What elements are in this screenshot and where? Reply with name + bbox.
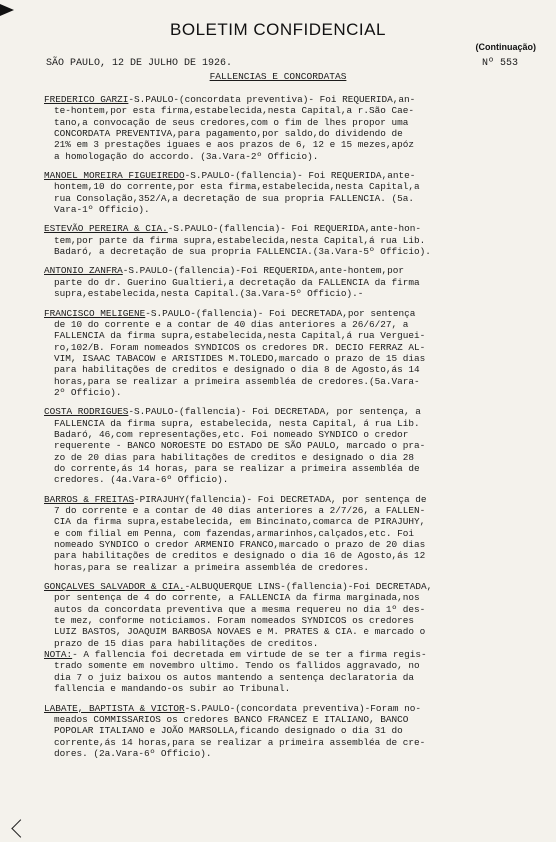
entry-line (44, 246, 536, 257)
note-text: - A fallencia foi decretada em virtude de se ter a firma regis- (72, 649, 427, 661)
entry-text: credores. (4a.Vara-6º Officio). (54, 474, 229, 486)
margin-arrow-mark (0, 4, 14, 16)
entry-text: por sentença de 4 do corrente, a FALLENCIA da firma marginada,nos (54, 592, 420, 604)
list-item (44, 494, 536, 573)
note-line (44, 683, 536, 694)
list-item (44, 581, 536, 694)
note-line (44, 660, 536, 671)
list-item (44, 703, 536, 760)
entry-name: MANOEL MOREIRA FIGUEIREDO (44, 170, 185, 182)
entry-line (44, 418, 536, 429)
entry-text: rua Consolação,352/A,a decretação de sua propria FALLENCIA. (5a. (54, 192, 415, 204)
section-heading: FALLENCIAS E CONCORDATAS (209, 71, 347, 82)
entry-line (44, 516, 536, 527)
entry-text: corrente,ás 14 horas,para se realizar a primeira assembléa de cre- (54, 736, 426, 748)
note-label: NOTA: (44, 649, 73, 661)
entry-line (44, 714, 536, 725)
entry-line (44, 406, 536, 417)
entry-line (44, 330, 536, 341)
bulletin-number: Nº 553 (481, 58, 518, 69)
entry-text: te-hontem,por esta firma,estabelecida,nesta Capital,a r.São Cae- (54, 105, 415, 117)
entry-line (44, 235, 536, 246)
entry-text: LUIZ BASTOS, JOAQUIM BARBOSA NOVAES e M. PRATES & CIA. e marcado o (54, 626, 426, 638)
list-item (44, 265, 536, 299)
entry-text: POPOLAR ITALIANO e JOÃO MARSOLLA,ficando designado o dia 31 do (54, 725, 403, 737)
entry-text: do corrente,ás 14 horas, para se realizar a primeira assembléa de (54, 462, 420, 474)
entry-line (44, 288, 536, 299)
entry-text: 21% em 3 prestações iguaes e aos prazos de 6, 12 e 15 mezes,apóz (54, 139, 415, 151)
entry-text: zo de 20 dias para habilitações de creditos e designado o dia 28 (54, 451, 415, 463)
entry-line (44, 703, 536, 714)
entry-name: GONÇALVES SALVADOR & CIA. (44, 581, 185, 593)
entry-line (44, 94, 536, 105)
entry-line (44, 429, 536, 440)
entry-text: a homologação do accordo. (3a.Vara-2º Officio). (54, 150, 319, 162)
entry-text: FALLENCIA da firma supra, estabelecida, nesta Capital, á rua Lib. (54, 417, 420, 429)
entry-name: ANTONIO ZANFRA (44, 265, 123, 277)
entry-text: 2º Officio). (54, 386, 122, 398)
entry-text: nomeado SYNDICO o credor ARMENIO FRANCO,marcado o prazo de 20 dias (54, 539, 426, 551)
entry-line (44, 626, 536, 637)
entries-list (44, 94, 536, 767)
entry-text: autos da concordata preventiva que a mesma requereu no dia 1º des- (54, 603, 426, 615)
entry-line (44, 440, 536, 451)
entry-line (44, 562, 536, 573)
entry-text: -S.PAULO-(fallencia)- Foi REQUERIDA,ante- (184, 170, 416, 182)
entry-line (44, 604, 536, 615)
entry-line (44, 105, 536, 116)
entry-text: VIM, ISAAC TABACOW e ARISTIDES M.TOLEDO,marcado o prazo de 15 dias (54, 352, 426, 364)
entry-line (44, 128, 536, 139)
note-text: dia 7 o juiz baixou os autos mantendo a sentença declaratoria da (54, 671, 415, 683)
entry-line (44, 539, 536, 550)
entry-text: horas,para se realizar a primeira assembléa de credores.(5a.Vara- (54, 375, 420, 387)
corner-mark (11, 819, 29, 837)
entry-text: para habilitações de creditos e designado o dia 16 de Agosto,ás 12 (54, 550, 426, 562)
entry-text: CIA da firma supra,estabelecida, em Bincinato,comarca de PIRAJUHY, (54, 516, 426, 528)
entry-text: FALLENCIA da firma supra,estabelecida,nesta Capital,á rua Verguei- (54, 330, 426, 342)
entry-line (44, 737, 536, 748)
entry-text: -PIRAJUHY(fallencia)- Foi DECRETADA, por sentença de (134, 493, 427, 505)
entry-line (44, 474, 536, 485)
entry-name: ESTEVÃO PEREIRA & CIA. (44, 223, 168, 235)
entry-line (44, 592, 536, 603)
entry-text: tano,a convocação de seus credores,com o fim de lhes propor uma (54, 116, 409, 128)
entry-text: de 10 do corrente e a contar de 40 dias anteriores a 26/6/27, a (54, 318, 409, 330)
list-item (44, 223, 536, 257)
entry-line (44, 376, 536, 387)
entry-name: FREDERICO GARZI (44, 94, 129, 105)
entry-text: -S.PAULO-(concordata preventiva)- Foi REQUERIDA,an- (128, 94, 416, 105)
entry-line (44, 615, 536, 626)
entry-line (44, 387, 536, 398)
entry-line (44, 170, 536, 181)
entry-line (44, 342, 536, 353)
entry-line (44, 638, 536, 649)
entry-text: te mez, conforme noticiamos. Foram nomeados SYNDICOS os credores (54, 615, 415, 627)
entry-line (44, 277, 536, 288)
entry-text: hontem,10 do corrente,por esta firma,estabelecida,nesta Capital,a (54, 181, 420, 193)
note-text: trado somente em novembro ultimo. Tendo os fallidos aggravado, no (54, 660, 420, 672)
entry-text: meados COMMISSARIOS os credores BANCO FRANCEZ E ITALIANO, BANCO (54, 713, 409, 725)
continuation-label: (Continuação) (475, 42, 536, 52)
entry-line (44, 181, 536, 192)
entry-text: dores. (2a.Vara-6º Officio). (54, 747, 212, 759)
entry-text: requerente - BANCO NOROESTE DO ESTADO DE SÃO PAULO, marcado o pra- (54, 440, 426, 452)
entry-line (44, 494, 536, 505)
list-item (44, 94, 536, 162)
entry-text: Vara-1º Officio). (54, 204, 150, 216)
entry-line (44, 550, 536, 561)
entry-line (44, 117, 536, 128)
entry-text: Badaró, a decretação de sua propria FALLENCIA.(3a.Vara-5º Officio). (54, 246, 431, 258)
entry-line (44, 528, 536, 539)
entry-line (44, 463, 536, 474)
entry-line (44, 308, 536, 319)
entry-line (44, 223, 536, 234)
entry-text: e com filial em Penna, com fazendas,armarinhos,calçados,etc. Foi (54, 527, 415, 539)
entry-text: ro,102/B. Foram nomeados SYNDICOS os credores DR. DECIO FERRAZ AL- (54, 341, 426, 353)
entry-text: -S.PAULO-(fallencia)- Foi DECRETADA,por sentença (145, 307, 416, 319)
list-item (44, 308, 536, 399)
entry-name: BARROS & FREITAS (44, 493, 135, 505)
entry-text: -ALBUQUERQUE LINS-(fallencia)-Foi DECRETADA, (184, 581, 433, 593)
entry-line (44, 319, 536, 330)
entry-text: Badaró, 46,com representações,etc. Foi nomeado SYNDICO o credor (54, 428, 409, 440)
entry-text: CONCORDATA PREVENTIVA,para pagamento,por saldo,do dividendo de (54, 128, 403, 140)
entry-text: -S.PAULO-(fallencia)-Foi REQUERIDA,ante-hontem,por (122, 265, 405, 277)
page-title: BOLETIM CONFIDENCIAL (170, 20, 386, 39)
entry-line (44, 452, 536, 463)
dateline: SÃO PAULO, 12 DE JULHO DE 1926. (46, 58, 233, 69)
entry-text: parte do dr. Guerino Gualtieri,a decretação da FALLENCIA da firma (54, 276, 420, 288)
entry-text: tem,por parte da firma supra,estabelecida,nesta Capital,á rua Lib. (54, 234, 426, 246)
list-item (44, 170, 536, 215)
entry-line (44, 139, 536, 150)
entry-line (44, 505, 536, 516)
entry-line (44, 748, 536, 759)
entry-text: 7 do corrente e a contar de 40 dias anteriores a 2/7/26, a FALLEN- (54, 505, 426, 516)
entry-text: prazo de 15 dias para habilitações de creditos. (54, 637, 319, 649)
entry-text: -S.PAULO-(concordata preventiva)-Foram no- (184, 702, 421, 714)
entry-text: para habilitações de creditos e designado o dia 8 de Agosto,ás 14 (54, 364, 420, 376)
entry-line (44, 265, 536, 276)
note-text: fallencia e mandando-os subir ao Tribunal. (54, 683, 291, 695)
entry-text: supra,estabelecida,nesta Capital.(3a.Vara-5º Officio).- (54, 288, 364, 300)
entry-text: horas,para se realizar a primeira assembléa de credores. (54, 561, 370, 573)
note-line (44, 649, 536, 660)
entry-line (44, 353, 536, 364)
entry-line (44, 193, 536, 204)
entry-text: -S.PAULO-(fallencia)- Foi REQUERIDA,ante-hon- (167, 223, 421, 235)
entry-line (44, 725, 536, 736)
entry-line (44, 581, 536, 592)
entry-text: -S.PAULO-(fallencia)- Foi DECRETADA, por sentença, a (128, 406, 421, 418)
list-item (44, 406, 536, 485)
entry-name: LABATE, BAPTISTA & VICTOR (44, 702, 185, 714)
entry-line (44, 151, 536, 162)
entry-name: FRANCISCO MELIGENE (44, 307, 146, 319)
note-line (44, 672, 536, 683)
entry-name: COSTA RODRIGUES (44, 406, 129, 418)
entry-line (44, 364, 536, 375)
entry-line (44, 204, 536, 215)
